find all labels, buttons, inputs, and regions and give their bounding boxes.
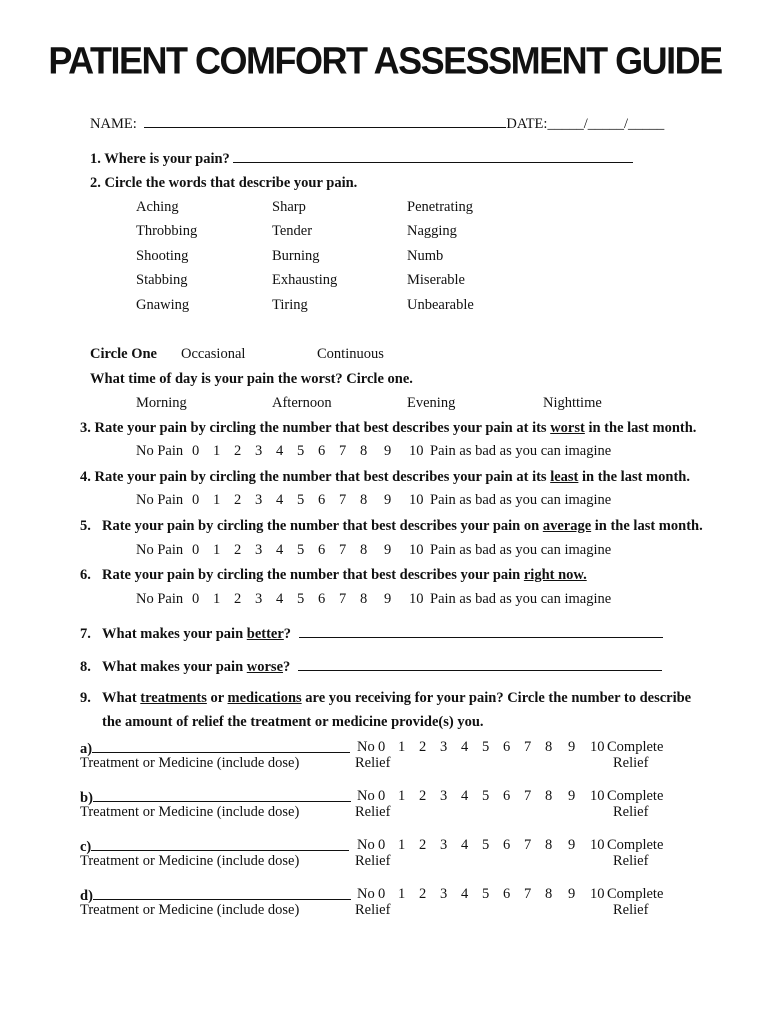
- scale-number-8[interactable]: 8: [360, 591, 368, 607]
- scale-number-8[interactable]: 8: [360, 443, 368, 459]
- relief-number-7[interactable]: 7: [524, 886, 532, 902]
- relief-high-word: Relief: [613, 755, 649, 771]
- scale-number-9[interactable]: 9: [384, 542, 392, 558]
- relief-number-4[interactable]: 4: [461, 837, 469, 853]
- relief-no-label: No: [357, 837, 375, 853]
- relief-number-8[interactable]: 8: [545, 886, 553, 902]
- scale-number-0[interactable]: 0: [192, 492, 200, 508]
- question-8: 8. What makes your pain worse?: [80, 657, 662, 676]
- pain-location-field[interactable]: [233, 149, 633, 163]
- scale-number-4[interactable]: 4: [276, 443, 284, 459]
- treatment-sublabel: Treatment or Medicine (include dose): [80, 755, 300, 771]
- scale-number-0[interactable]: 0: [192, 542, 200, 558]
- relief-letter: a): [80, 741, 93, 757]
- scale-low-label: No Pain: [136, 492, 184, 508]
- scale-number-5[interactable]: 5: [297, 492, 305, 508]
- scale-number-4[interactable]: 4: [276, 591, 284, 607]
- scale-high-label: Pain as bad as you can imagine: [430, 542, 612, 558]
- scale-number-6[interactable]: 6: [318, 443, 326, 459]
- relief-low-word: Relief: [355, 853, 391, 869]
- relief-number-9[interactable]: 9: [568, 886, 576, 902]
- relief-number-5[interactable]: 5: [482, 788, 490, 804]
- treatment-field[interactable]: [91, 837, 349, 851]
- scale-number-10[interactable]: 10: [409, 443, 424, 459]
- relief-number-3[interactable]: 3: [440, 886, 448, 902]
- pain-word[interactable]: Tender: [272, 223, 313, 239]
- scale-number-8[interactable]: 8: [360, 492, 368, 508]
- scale-high-label: Pain as bad as you can imagine: [430, 443, 612, 459]
- relief-number-6[interactable]: 6: [503, 886, 511, 902]
- treatment-field[interactable]: [93, 886, 351, 900]
- relief-low-word: Relief: [355, 804, 391, 820]
- scale-number-5[interactable]: 5: [297, 443, 305, 459]
- relief-number-1[interactable]: 1: [398, 837, 406, 853]
- question-5: 5. Rate your pain by circling the number that best describes your pain on average in the last month.: [80, 518, 703, 534]
- scale-number-3[interactable]: 3: [255, 492, 263, 508]
- pain-word[interactable]: Numb: [407, 248, 444, 264]
- relief-letter: b): [80, 790, 93, 806]
- relief-number-7[interactable]: 7: [524, 788, 532, 804]
- question-1: 1. Where is your pain?: [90, 149, 633, 168]
- scale-number-1[interactable]: 1: [213, 542, 221, 558]
- scale-number-7[interactable]: 7: [339, 542, 347, 558]
- scale-number-6[interactable]: 6: [318, 542, 326, 558]
- relief-number-5[interactable]: 5: [482, 886, 490, 902]
- relief-number-9[interactable]: 9: [568, 837, 576, 853]
- scale-number-1[interactable]: 1: [213, 591, 221, 607]
- treatment-sublabel: Treatment or Medicine (include dose): [80, 853, 300, 869]
- relief-number-3[interactable]: 3: [440, 788, 448, 804]
- scale-number-1[interactable]: 1: [213, 492, 221, 508]
- pain-word[interactable]: Unbearable: [407, 297, 474, 313]
- relief-number-1[interactable]: 1: [398, 788, 406, 804]
- pain-word[interactable]: Miserable: [407, 272, 465, 288]
- scale-number-4[interactable]: 4: [276, 542, 284, 558]
- question-2: 2. Circle the words that describe your pain.: [90, 175, 358, 191]
- treatment-field[interactable]: [92, 739, 350, 753]
- scale-low-label: No Pain: [136, 591, 184, 607]
- relief-number-10[interactable]: 10: [590, 886, 605, 902]
- relief-complete-label: Complete: [607, 837, 664, 853]
- pain-word[interactable]: Exhausting: [272, 272, 338, 288]
- pain-word[interactable]: Throbbing: [136, 223, 198, 239]
- relief-number-4[interactable]: 4: [461, 739, 469, 755]
- relief-number-1[interactable]: 1: [398, 739, 406, 755]
- question-9: 9. What treatments or medications are you receiving for your pain? Circle the number to describe: [80, 690, 692, 706]
- relief-number-2[interactable]: 2: [419, 788, 427, 804]
- date-field[interactable]: _____/_____/_____: [547, 116, 665, 132]
- relief-high-word: Relief: [613, 853, 649, 869]
- pain-word[interactable]: Tiring: [272, 297, 308, 313]
- frequency-label: Circle One: [90, 346, 157, 362]
- relief-number-0[interactable]: 0: [378, 886, 386, 902]
- relief-number-0[interactable]: 0: [378, 739, 386, 755]
- relief-number-7[interactable]: 7: [524, 739, 532, 755]
- relief-no-label: No: [357, 788, 375, 804]
- frequency-option-continuous[interactable]: Continuous: [317, 346, 384, 362]
- scale-number-6[interactable]: 6: [318, 591, 326, 607]
- relief-number-5[interactable]: 5: [482, 837, 490, 853]
- scale-number-6[interactable]: 6: [318, 492, 326, 508]
- question-7: 7. What makes your pain better?: [80, 624, 663, 643]
- frequency-option-occasional[interactable]: Occasional: [181, 346, 246, 362]
- page-title: PATIENT COMFORT ASSESSMENT GUIDE: [48, 38, 722, 82]
- relief-number-6[interactable]: 6: [503, 837, 511, 853]
- scale-low-label: No Pain: [136, 542, 184, 558]
- relief-number-6[interactable]: 6: [503, 739, 511, 755]
- scale-number-5[interactable]: 5: [297, 591, 305, 607]
- time-option-afternoon[interactable]: Afternoon: [272, 395, 332, 411]
- relief-low-word: Relief: [355, 902, 391, 918]
- date-label: DATE:: [506, 116, 548, 132]
- scale-number-3[interactable]: 3: [255, 443, 263, 459]
- relief-number-0[interactable]: 0: [378, 837, 386, 853]
- scale-number-7[interactable]: 7: [339, 492, 347, 508]
- pain-word[interactable]: Burning: [272, 248, 320, 264]
- scale-number-9[interactable]: 9: [384, 591, 392, 607]
- name-date-row: [90, 114, 664, 133]
- scale-number-0[interactable]: 0: [192, 443, 200, 459]
- relief-letter: d): [80, 888, 93, 904]
- pain-word[interactable]: Nagging: [407, 223, 457, 239]
- relief-number-2[interactable]: 2: [419, 886, 427, 902]
- scale-number-0[interactable]: 0: [192, 591, 200, 607]
- scale-number-5[interactable]: 5: [297, 542, 305, 558]
- scale-high-label: Pain as bad as you can imagine: [430, 591, 612, 607]
- name-field[interactable]: [144, 114, 506, 128]
- relief-complete-label: Complete: [607, 739, 664, 755]
- relief-number-2[interactable]: 2: [419, 739, 427, 755]
- relief-number-8[interactable]: 8: [545, 837, 553, 853]
- scale-number-10[interactable]: 10: [409, 591, 424, 607]
- relief-number-10[interactable]: 10: [590, 837, 605, 853]
- scale-number-7[interactable]: 7: [339, 443, 347, 459]
- scale-number-2[interactable]: 2: [234, 443, 242, 459]
- pain-word[interactable]: Shooting: [136, 248, 189, 264]
- question-4: 4. Rate your pain by circling the number that best describes your pain at its least in the last month.: [80, 469, 690, 485]
- scale-number-2[interactable]: 2: [234, 492, 242, 508]
- relief-number-8[interactable]: 8: [545, 788, 553, 804]
- scale-number-3[interactable]: 3: [255, 591, 263, 607]
- relief-number-4[interactable]: 4: [461, 886, 469, 902]
- pain-word[interactable]: Sharp: [272, 199, 306, 215]
- scale-number-10[interactable]: 10: [409, 542, 424, 558]
- scale-number-2[interactable]: 2: [234, 542, 242, 558]
- relief-number-1[interactable]: 1: [398, 886, 406, 902]
- scale-number-4[interactable]: 4: [276, 492, 284, 508]
- relief-complete-label: Complete: [607, 788, 664, 804]
- scale-number-9[interactable]: 9: [384, 492, 392, 508]
- relief-number-9[interactable]: 9: [568, 739, 576, 755]
- scale-number-9[interactable]: 9: [384, 443, 392, 459]
- time-option-nighttime[interactable]: Nighttime: [543, 395, 602, 411]
- scale-number-2[interactable]: 2: [234, 591, 242, 607]
- time-option-morning[interactable]: Morning: [136, 395, 187, 411]
- relief-number-4[interactable]: 4: [461, 788, 469, 804]
- better-field[interactable]: [299, 624, 663, 638]
- name-label: NAME:: [90, 116, 137, 132]
- question-9-line-2: the amount of relief the treatment or medicine provide(s) you.: [102, 714, 484, 730]
- time-of-day-question: What time of day is your pain the worst? Circle one.: [90, 371, 413, 387]
- relief-complete-label: Complete: [607, 886, 664, 902]
- relief-letter: c): [80, 839, 92, 855]
- time-option-evening[interactable]: Evening: [407, 395, 456, 411]
- relief-number-10[interactable]: 10: [590, 739, 605, 755]
- treatment-field[interactable]: [93, 788, 351, 802]
- relief-number-5[interactable]: 5: [482, 739, 490, 755]
- scale-number-1[interactable]: 1: [213, 443, 221, 459]
- pain-word[interactable]: Aching: [136, 199, 179, 215]
- treatment-sublabel: Treatment or Medicine (include dose): [80, 804, 300, 820]
- question-6: 6. Rate your pain by circling the number that best describes your pain right now.: [80, 567, 587, 583]
- treatment-sublabel: Treatment or Medicine (include dose): [80, 902, 300, 918]
- scale-number-7[interactable]: 7: [339, 591, 347, 607]
- worse-field[interactable]: [298, 657, 662, 671]
- relief-number-10[interactable]: 10: [590, 788, 605, 804]
- relief-number-0[interactable]: 0: [378, 788, 386, 804]
- relief-number-9[interactable]: 9: [568, 788, 576, 804]
- relief-high-word: Relief: [613, 804, 649, 820]
- relief-number-3[interactable]: 3: [440, 739, 448, 755]
- relief-no-label: No: [357, 886, 375, 902]
- relief-number-3[interactable]: 3: [440, 837, 448, 853]
- pain-word[interactable]: Penetrating: [407, 199, 474, 215]
- pain-word[interactable]: Stabbing: [136, 272, 188, 288]
- relief-number-7[interactable]: 7: [524, 837, 532, 853]
- pain-word[interactable]: Gnawing: [136, 297, 190, 313]
- relief-low-word: Relief: [355, 755, 391, 771]
- question-3: 3. Rate your pain by circling the number that best describes your pain at its worst in the last month.: [80, 420, 697, 436]
- relief-no-label: No: [357, 739, 375, 755]
- scale-number-8[interactable]: 8: [360, 542, 368, 558]
- scale-low-label: No Pain: [136, 443, 184, 459]
- relief-number-6[interactable]: 6: [503, 788, 511, 804]
- relief-number-2[interactable]: 2: [419, 837, 427, 853]
- relief-number-8[interactable]: 8: [545, 739, 553, 755]
- scale-number-3[interactable]: 3: [255, 542, 263, 558]
- relief-high-word: Relief: [613, 902, 649, 918]
- scale-high-label: Pain as bad as you can imagine: [430, 492, 612, 508]
- scale-number-10[interactable]: 10: [409, 492, 424, 508]
